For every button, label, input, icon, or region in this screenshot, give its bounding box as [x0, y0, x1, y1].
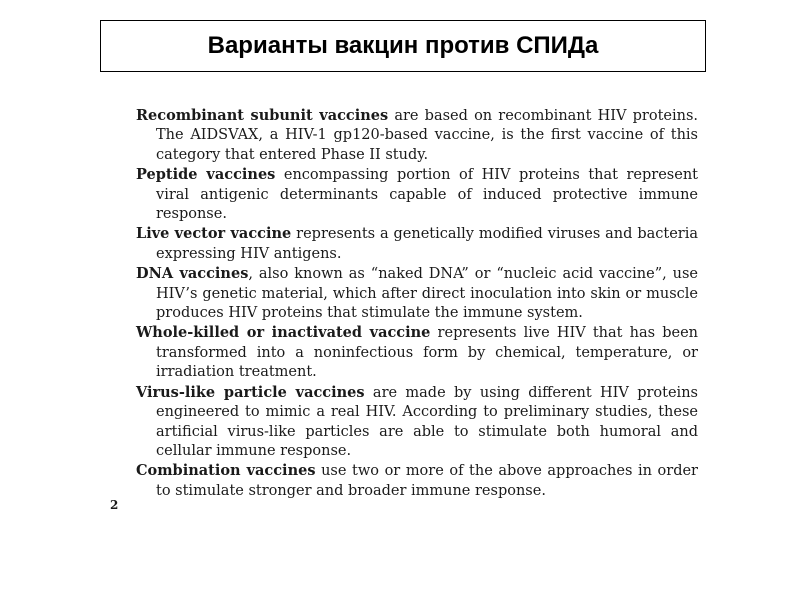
vaccine-description: encompassing portion of HIV proteins that represent viral antigenic determinants capable of induced protective immune response. [156, 167, 698, 223]
vaccine-description: represents live HIV that has been transformed into a noninfectious form by chemical, temperature, or irradiation treatment. [156, 325, 699, 381]
vaccine-term: Combination vaccines [136, 462, 316, 480]
slide-title: Варианты вакцин против СПИДа [207, 32, 599, 59]
page-number: 2 [110, 498, 119, 512]
vaccine-term: Peptide vaccines [136, 166, 276, 184]
vaccine-term: Whole-killed or inactivated vaccine [136, 324, 431, 342]
vaccine-description: use two or more of the above approaches in order to stimulate stronger and broader immune response. [156, 463, 698, 499]
vaccine-list [136, 106, 698, 501]
vaccine-term: DNA vaccines [136, 265, 249, 283]
vaccine-entry-dna [136, 264, 698, 323]
vaccine-entry-combination [136, 461, 698, 501]
vaccine-entry-live-vector [136, 224, 698, 264]
vaccine-term: Recombinant subunit vaccines [136, 107, 389, 124]
vaccine-description: are made by using different HIV proteins engineered to mimic a real HIV. According to preliminary studies, these artificial virus-like particles are able to stimulate both humoral and cellular immune response. [156, 384, 698, 459]
slide-title-box [100, 20, 706, 72]
vaccine-entry-recombinant-subunit [136, 106, 698, 165]
vaccine-entry-virus-like-particle [136, 383, 698, 462]
vaccine-term: Live vector vaccine [136, 225, 292, 243]
vaccine-entry-peptide [136, 165, 698, 224]
vaccine-description: represents a genetically modified viruses and bacteria expressing HIV antigens. [156, 226, 698, 262]
vaccine-term: Virus-like particle vaccines [136, 383, 365, 401]
vaccine-entry-whole-killed [136, 323, 698, 382]
vaccine-description: , also known as “naked DNA” or “nucleic acid vaccine”, use HIV’s genetic material, which after direct inoculation into skin or muscle produces HIV proteins that stimulate the immune system. [156, 266, 698, 322]
vaccine-description: are based on recombinant HIV proteins. The AIDSVAX, a HIV-1 gp120-based vaccine, is the first vaccine of this category that entered Phase II study. [156, 108, 699, 163]
